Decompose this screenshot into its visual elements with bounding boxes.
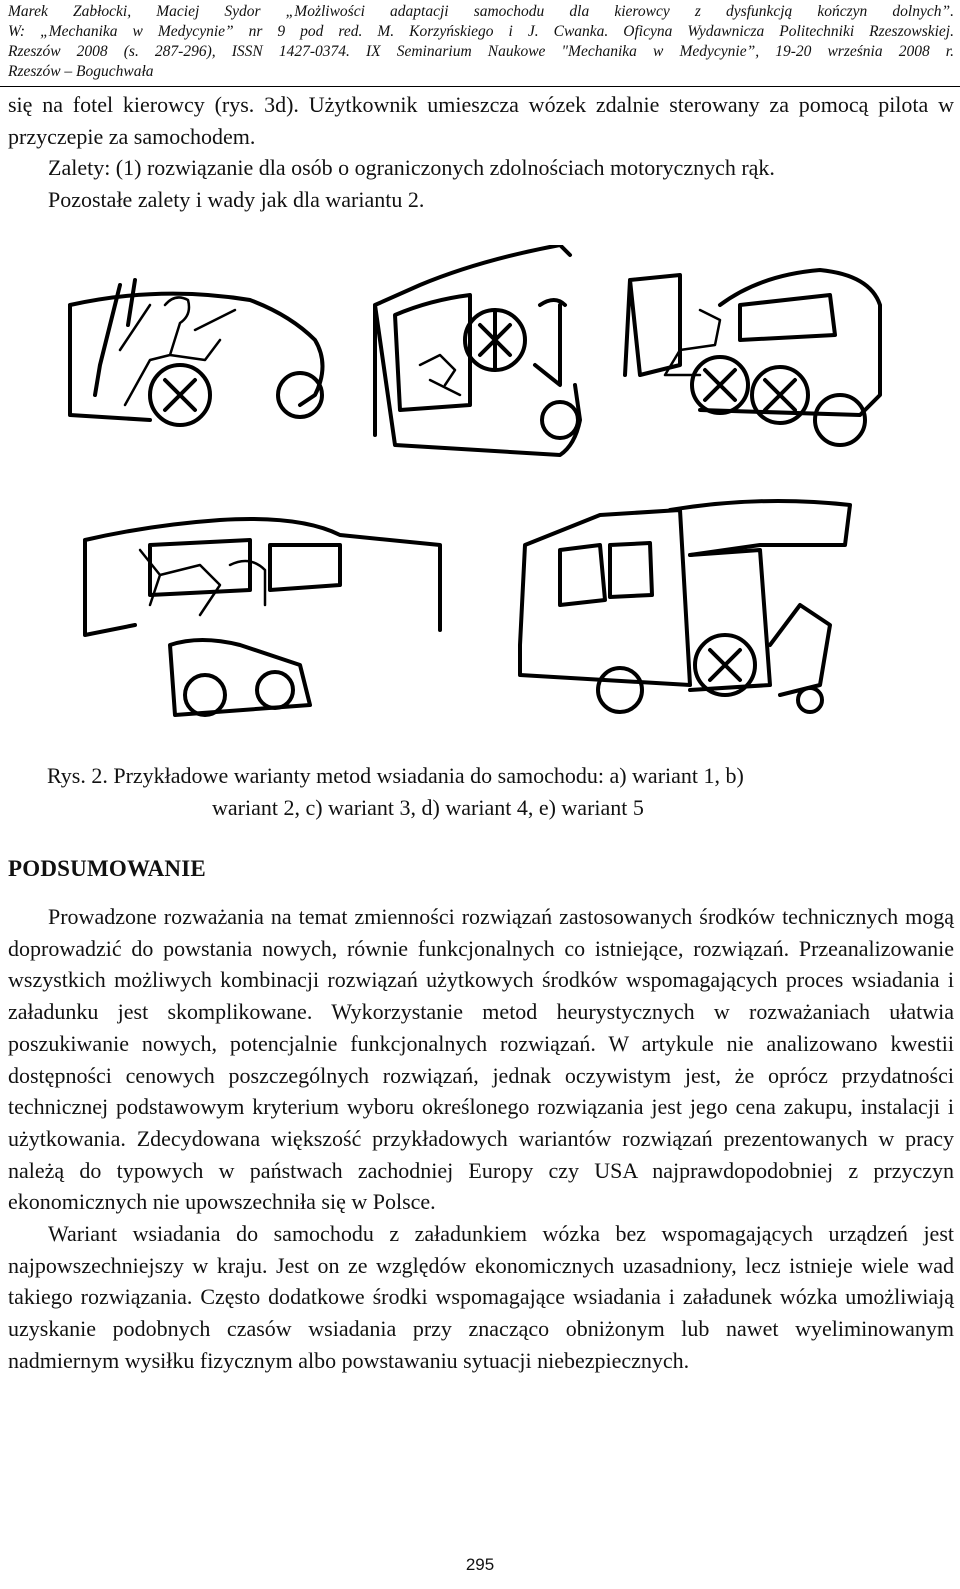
intro-advantages: Zalety: (1) rozwiązanie dla osób o ograniczonych zdolnościach motorycznych rąk. — [48, 155, 775, 180]
summary-paragraph-2: Wariant wsiadania do samochodu z załadunkiem wózka bez wspomagających urządzeń jest najpowszechniejszy w kraju. Jest on ze względów ekonomicznych uzasadniony, lecz istnieje wiele wad takiego rozwiązania. Często dodatkowe środki wspomagające wsiadania i załadunek wózka umożliwiają uzyskanie podobnych czasów wsiadania przy znacząco obniżonym lub nawet wyeliminowanym nadmiernym wysiłku fizycznym albo powstawaniu sytuacji niebezpiecznych. — [8, 1221, 954, 1373]
citation-line-3: Rzeszów 2008 (s. 287-296), ISSN 1427-0374. IX Seminarium Naukowe "Mechanika w Medycynie”, 19-20 września 2008 r. — [8, 43, 954, 60]
intro-remaining: Pozostałe zalety i wady jak dla wariantu 2. — [48, 186, 425, 212]
figure-sketches — [0, 245, 960, 745]
figure-car-entry-variants — [0, 245, 960, 745]
sketch-variant-1 — [70, 280, 323, 425]
figure-caption-line-2: wariant 2, c) wariant 3, d) wariant 4, e) wariant 5 — [212, 794, 644, 820]
summary-text — [8, 901, 954, 1377]
page-number: 295 — [465, 1555, 495, 1574]
sketch-variant-4 — [85, 519, 440, 715]
citation-line-2: W: „Mechanika w Medycynie” nr 9 pod red. M. Korzyńskiego i J. Cwanka. Oficyna Wydawnicza Politechniki Rzeszowskiej. — [8, 23, 954, 40]
citation-line-1: Marek Zabłocki, Maciej Sydor „Możliwości adaptacji samochodu dla kierowcy z dysfunkcją kończyn dolnych”. — [8, 3, 954, 20]
sketch-variant-2 — [375, 245, 580, 455]
section-heading: PODSUMOWANIE — [8, 856, 206, 881]
sketch-variant-3 — [625, 270, 880, 445]
figure-caption-line-1: Rys. 2. Przykładowe warianty metod wsiadania do samochodu: a) wariant 1, b) — [47, 763, 744, 788]
summary-paragraph-1: Prowadzone rozważania na temat zmienności rozwiązań zastosowanych środków technicznych mogą doprowadzić do powstania nowych, równie funkcjonalnych co istniejące, rozwiązań. Przeanalizowanie wszystkich możliwych kombinacji rozwiązań użytkowych środków wspomagających proces wsiadania i załadunku jest skomplikowane. Wykorzystanie metod heurystycznych w rozważaniach ułatwia poszukiwanie nowych, potencjalnie funkcjonalnych rozwiązań. W artykule nie analizowano kwestii dostępności cenowych poszczególnych rozwiązań, jednak oczywistym jest, że oprócz przydatności technicznej podstawowym kryterium wyboru określonego rozwiązania jest jego cena zakupu, instalacji i użytkowania. Zdecydowana większość przykładowych wariantów rozwiązań prezentowanych w pracy należą do typowych w państwach zachodniej Europy czy USA najprawdopodobniej z przyczyn ekonomicznych nie upowszechniła się w Polsce. — [8, 904, 954, 1215]
intro-paragraph-1: się na fotel kierowcy (rys. 3d). Użytkownik umieszcza wózek zdalnie sterowany za pomocą pilota w przyczepie za samochodem. — [8, 92, 954, 149]
header-divider — [0, 86, 960, 87]
figure-caption — [0, 760, 960, 823]
citation-header — [8, 2, 954, 82]
sketch-variant-5 — [520, 501, 850, 712]
intro-text — [8, 89, 954, 215]
citation-line-4: Rzeszów – Boguchwała — [8, 63, 154, 80]
